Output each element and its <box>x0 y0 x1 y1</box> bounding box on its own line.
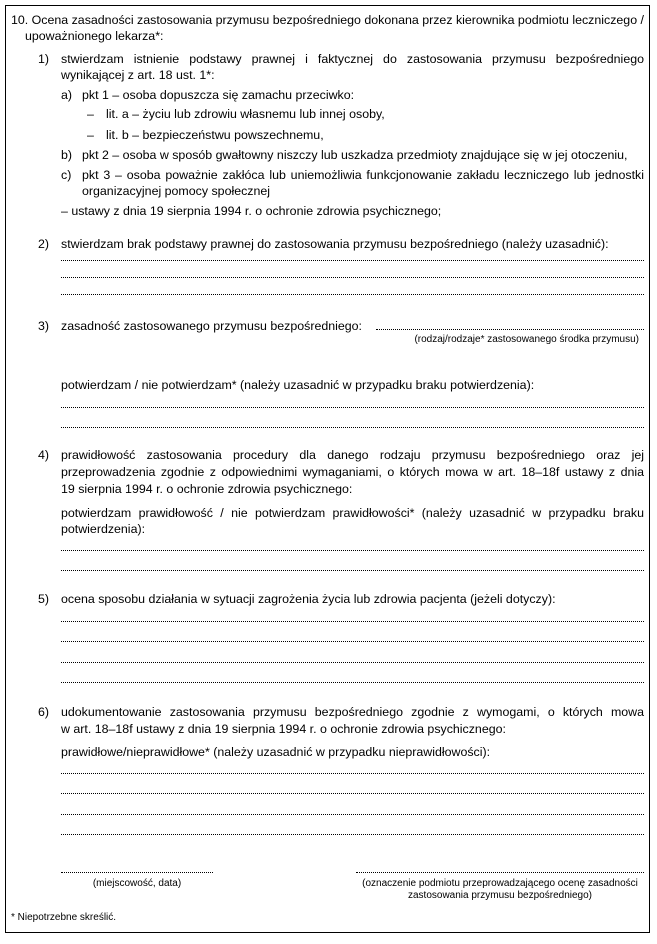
entity-caption-line1: (oznaczenie podmiotu przeprowadzającego ocenę zasadności <box>362 878 638 889</box>
item6-line1: udokumentowanie zastosowania przymusu bezpośredniego zgodnie z wymogami, o których mowa <box>61 705 644 719</box>
item3-caption: (rodzaj/rodzaje* zastosowanego środka przymusu) <box>414 334 639 345</box>
item3-text: zasadność zastosowanego przymusu bezpośredniego: <box>61 319 362 333</box>
item2-line-2[interactable] <box>61 276 644 278</box>
item2-number: 2) <box>38 237 50 251</box>
item3-means-line[interactable] <box>376 328 644 330</box>
item4-line-1[interactable] <box>61 549 644 551</box>
item4-line-2[interactable] <box>61 569 644 571</box>
item5-line-4[interactable] <box>61 681 644 683</box>
item6-correct: prawidłowe/nieprawidłowe* (należy uzasadnić w przypadku nieprawidłowości): <box>61 745 491 759</box>
item1-line1: stwierdzam istnienie podstawy prawnej i faktycznej do zastosowania przymusu bezpośredniego <box>61 52 644 66</box>
item1a-i-dash: – <box>87 107 94 121</box>
item1-number: 1) <box>38 52 50 66</box>
item4-line1: prawidłowość zastosowania procedury dla danego rodzaju przymusu bezpośredniego oraz jej <box>61 448 644 462</box>
item1b-label: b) <box>61 148 73 162</box>
item4-confirm1: potwierdzam prawidłowość / nie potwierdzam prawidłowości* (należy uzasadnić w przypadku braku <box>61 506 644 520</box>
entity-caption <box>350 878 650 902</box>
item5-line-2[interactable] <box>61 640 644 642</box>
item2-line-1[interactable] <box>61 259 644 261</box>
item3-confirm: potwierdzam / nie potwierdzam* (należy uzasadnić w przypadku braku potwierdzenia): <box>61 378 535 392</box>
item1c-line2: organizacyjnej pomocy społecznej <box>82 184 271 198</box>
entity-line[interactable] <box>356 871 644 873</box>
item6-line-2[interactable] <box>61 792 644 794</box>
footnote: * Niepotrzebne skreślić. <box>11 912 117 923</box>
item4-number: 4) <box>38 448 50 462</box>
item1a-i-text: lit. a – życiu lub zdrowiu własnemu lub innej osoby, <box>106 107 385 121</box>
item1-line2: wynikającej z art. 18 ust. 1*: <box>61 68 215 82</box>
item4-line2: przeprowadzenia zgodnie z odpowiednimi wymaganiami, o których mowa w art. 18–18f ustawy z dnia <box>61 465 644 479</box>
item3-line-1[interactable] <box>61 406 644 408</box>
item1a-ii-text: lit. b – bezpieczeństwu powszechnemu, <box>106 128 324 142</box>
item1c-line1: pkt 3 – osoba poważnie zakłóca lub uniemożliwia funkcjonowanie zakładu leczniczego lub jednostki <box>82 168 644 182</box>
section-header <box>11 12 645 44</box>
item6-line-4[interactable] <box>61 833 644 835</box>
place-date-caption: (miejscowość, data) <box>92 878 182 889</box>
entity-caption-line2: zastosowania przymusu bezpośredniego) <box>408 890 592 901</box>
item1c-label: c) <box>61 168 72 182</box>
item1a-ii-dash: – <box>87 128 94 142</box>
section-intro-line1: 10. Ocena zasadności zastosowania przymusu bezpośredniego dokonana przez kierownika podmiotu leczniczego / <box>11 13 644 27</box>
item6-line2: w art. 18–18f ustawy z dnia 19 sierpnia 1994 r. o ochronie zdrowia psychicznego: <box>61 722 506 736</box>
item4-confirm2: potwierdzenia): <box>61 522 146 536</box>
item1-law: – ustawy z dnia 19 sierpnia 1994 r. o ochronie zdrowia psychicznego; <box>61 204 442 218</box>
item2-line-3[interactable] <box>61 293 644 295</box>
item6-line-3[interactable] <box>61 813 644 815</box>
item1a-text: pkt 1 – osoba dopuszcza się zamachu przeciwko: <box>82 88 355 102</box>
item3-line-2[interactable] <box>61 426 644 428</box>
item5-number: 5) <box>38 592 50 606</box>
item3-number: 3) <box>38 319 50 333</box>
item1b-text: pkt 2 – osoba w sposób gwałtowny niszczy lub uszkadza przedmioty znajdujące się w jej otoczeniu, <box>82 148 628 162</box>
item6-line-1[interactable] <box>61 772 644 774</box>
place-date-line[interactable] <box>61 871 213 873</box>
item2-text: stwierdzam brak podstawy prawnej do zastosowania przymusu bezpośredniego (należy uzasadnić): <box>61 237 609 251</box>
item5-line-1[interactable] <box>61 620 644 622</box>
item1a-label: a) <box>61 88 73 102</box>
item4-line3: 19 sierpnia 1994 r. o ochronie zdrowia psychicznego: <box>61 482 353 496</box>
item5-line-3[interactable] <box>61 661 644 663</box>
item5-text: ocena sposobu działania w sytuacji zagrożenia życia lub zdrowia pacjenta (jeżeli dotyczy): <box>61 592 556 606</box>
section-intro-line2: upoważnionego lekarza*: <box>25 29 164 43</box>
item6-number: 6) <box>38 705 50 719</box>
